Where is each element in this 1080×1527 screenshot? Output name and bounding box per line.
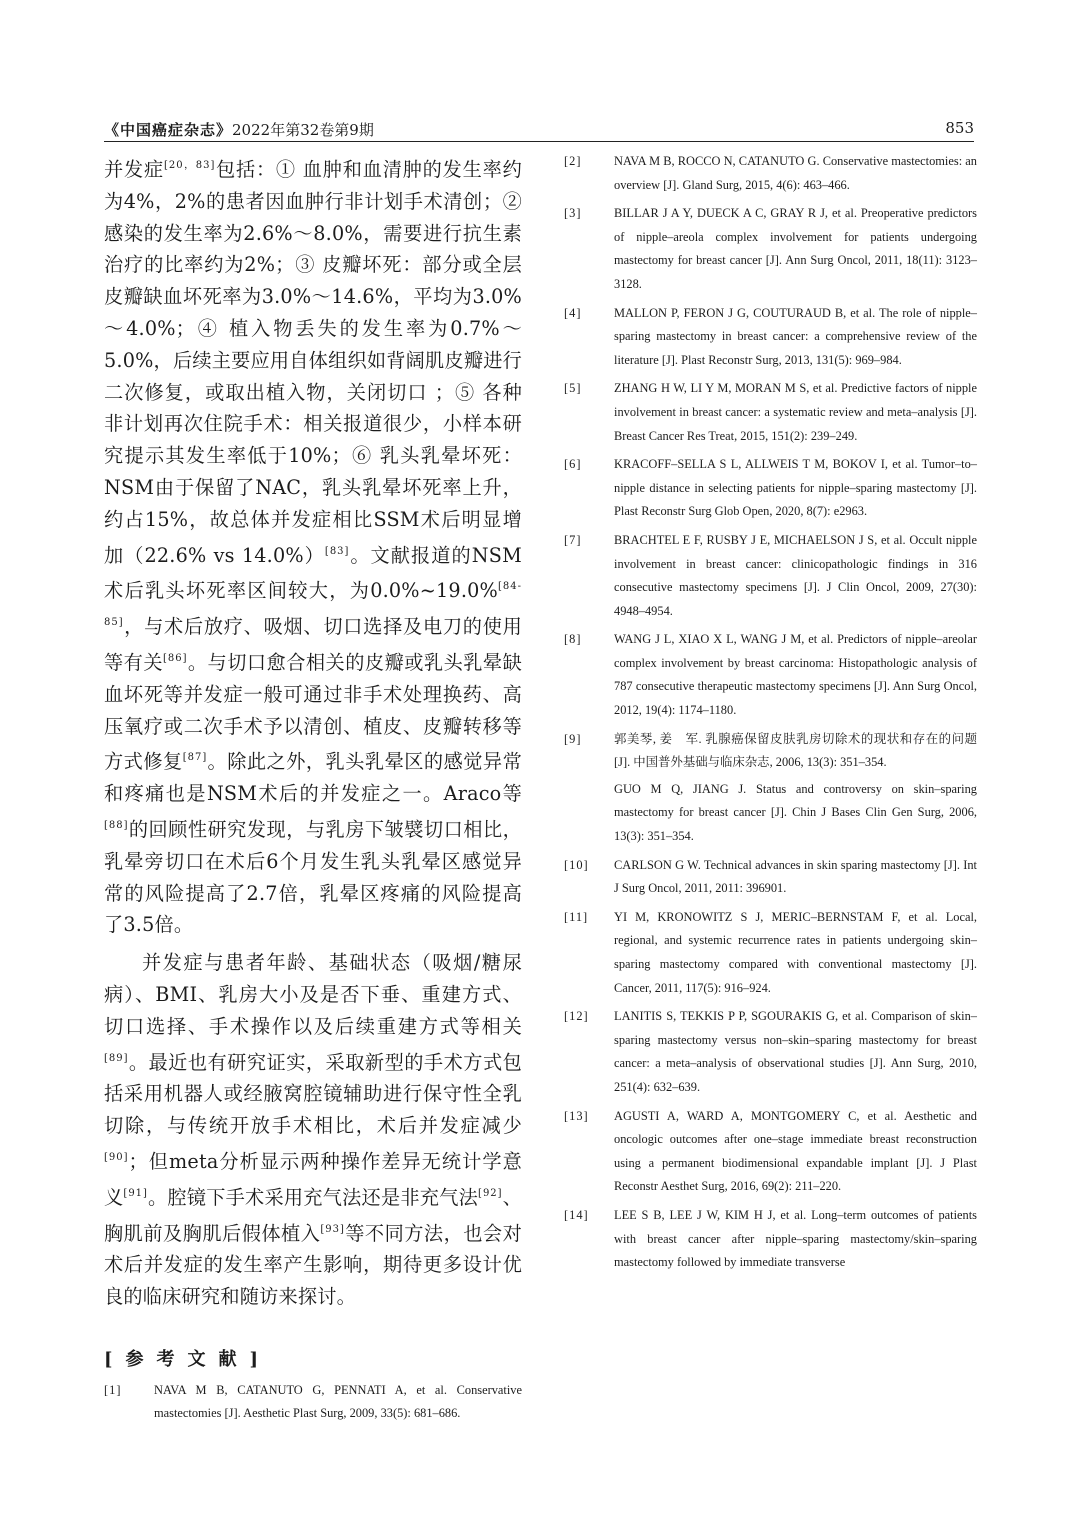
reference-text: NAVA M B, ROCCO N, CATANUTO G. Conservative mastectomies: an overview [J]. Gland Surg, 2015, 4(6): 463–466. <box>614 154 977 192</box>
reference-text: 郭美琴, 姜 军. 乳腺癌保留皮肤乳房切除术的现状和存在的问题 [J]. 中国普外基础与临床杂志, 2006, 13(3): 351–354. <box>614 731 977 770</box>
reference-number: [14] <box>564 1207 589 1222</box>
reference-item <box>564 377 977 448</box>
reference-item <box>564 529 977 623</box>
reference-number: [5] <box>564 381 582 396</box>
reference-item <box>564 1204 977 1275</box>
reference-item <box>564 453 977 524</box>
citation-marker: [83] <box>324 545 350 557</box>
journal-info <box>104 119 374 140</box>
reference-text: BILLAR J A Y, DUECK A C, GRAY R J, et al. Preoperative predictors of nipple–areola complex involvement for patients undergoing mastectomy for breast cancer [J]. Ann Surg Oncol, 2011, 18(11): 3123–3128. <box>614 206 977 291</box>
citation-marker: [93] <box>320 1223 345 1235</box>
body-text: 。最近也有研究证实，采取新型的手术方式包括采用机器人或经腋窝腔镜辅助进行保守性全乳切除，与传统开放手术相比，术后并发症减少 <box>104 1050 522 1138</box>
reference-item <box>564 150 977 197</box>
references-heading: [参考文献] <box>104 1348 272 1370</box>
body-text: 包括：① 血肿和血清肿的发生率约为4%，2%的患者因血肿行非计划手术清创；② 感染的发生率为2.6%～8.0%，需要进行抗生素治疗的比率约为2%；③ 皮瓣坏死：部分或全层皮瓣缺血坏死率为3.0%～14.6%，平均为3.0%～4.0%；④ 植入物丢失的发生率为0.7%～5.0%，后续主要应用自体组织如背阔肌皮瓣进行二次修复，或取出植入物，关闭切口 ；⑤ 各种非计划再次住院手术：相关报道很少，小样本研究提示其发生率低于10%；⑥ 乳头乳晕坏死：NSM由于保留了NAC，乳头乳晕坏死率上升，约占15%，故总体并发症相比SSM术后明显增加（22.6% vs 14.0%） <box>104 158 522 567</box>
citation-marker: [87] <box>182 752 208 764</box>
reference-text-block <box>614 728 977 849</box>
citation-marker: [20，83] <box>163 160 216 171</box>
body-text: ，与术后放疗、吸烟、切口选择及电刀的使用等有关 <box>104 615 522 674</box>
body-text: 。腔镜下手术采用充气法还是非充气法 <box>147 1185 479 1209</box>
reference-text: AGUSTI A, WARD A, MONTGOMERY C, et al. Aesthetic and oncologic outcomes after one–stage immediate breast reconstruction using a permanent biodimensional expandable implant [J]. J Plast Reconstr Aesthet Surg, 2016, 69(2): 211–220. <box>614 1108 977 1194</box>
reference-item <box>564 1105 977 1199</box>
body-text: 。除此之外，乳头乳晕区的感觉异常和疼痛也是NSM术后的并发症之一。Araco等 <box>104 750 522 806</box>
reference-number: [6] <box>564 457 582 472</box>
reference-item <box>564 728 977 849</box>
reference-number: [4] <box>564 305 582 320</box>
reference-number: [12] <box>564 1009 589 1024</box>
citation-marker: [90] <box>104 1151 129 1163</box>
citation-marker: [84-85] <box>104 581 522 629</box>
reference-text-block <box>614 906 977 1000</box>
reference-list-right <box>564 150 977 1280</box>
body-text: 。与切口愈合相关的皮瓣或乳头乳晕缺血坏死等并发症一般可通过非手术处理换药、高压氧疗或二次手术予以清创、植皮、皮瓣转移等方式修复 <box>104 650 522 774</box>
reference-text: LANITIS S, TEKKIS P P, SGOURAKIS G, et al. Comparison of skin–sparing mastectomy versus non–skin–sparing mastectomy for breast cancer: a meta–analysis of observational studies [J]. Ann Surg, 2010, 251(4): 632–639. <box>614 1009 977 1094</box>
reference-text-block <box>614 202 977 296</box>
citation-marker: [92] <box>478 1187 503 1199</box>
reference-item <box>564 854 977 901</box>
reference-text-block <box>614 628 977 722</box>
page-number: 853 <box>945 119 974 137</box>
reference-number: [11] <box>564 909 589 924</box>
citation-marker: [88] <box>104 819 129 831</box>
reference-item <box>104 1379 522 1426</box>
reference-text: YI M, KRONOWITZ S J, MERIC–BERNSTAM F, et al. Local, regional, and systemic recurrence rates in patients undergoing skin–sparing mastectomy compared with conventional mastectomy [J]. Cancer, 2011, 117(5): 916–924. <box>614 909 977 995</box>
citation-marker: [89] <box>104 1052 129 1064</box>
reference-item <box>564 202 977 296</box>
left-column <box>104 150 522 1426</box>
reference-item <box>564 1005 977 1099</box>
reference-list <box>104 1379 522 1426</box>
reference-text: BRACHTEL E F, RUSBY J E, MICHAELSON J S, et al. Occult nipple involvement in breast cancer: clinicopathologic findings in 316 consecutive mastectomy specimens [J]. J Clin Oncol, 2009, 27(30): 4948–4954. <box>614 532 977 618</box>
reference-item <box>564 628 977 722</box>
reference-number: [13] <box>564 1108 589 1123</box>
reference-number: [9] <box>564 731 582 746</box>
reference-number: [8] <box>564 632 582 647</box>
citation-marker: [86] <box>163 652 188 664</box>
reference-text-block <box>614 1005 977 1099</box>
body-paragraph <box>104 947 522 1313</box>
body-text: 的回顾性研究发现，与乳房下皱襞切口相比，乳晕旁切口在术后6个月发生乳头乳晕区感觉异常的风险提高了2.7倍，乳晕区疼痛的风险提高了3.5倍。 <box>104 817 522 937</box>
journal-issue: 2022年第32卷第9期 <box>232 121 374 139</box>
body-text: ；但meta分析显示两种操作差异无统计学意义 <box>104 1149 522 1209</box>
reference-text-english: GUO M Q, JIANG J. Status and controversy on skin–sparing mastectomy for breast cancer [J]. Chin J Bases Clin Gen Surg, 2006, 13(3): 351–354. <box>614 781 977 844</box>
body-text: 并发症与患者年龄、基础状态（吸烟/糖尿病）、BMI、乳房大小及是否下垂、重建方式、切口选择、手术操作以及后续重建方式等相关 <box>104 951 522 1038</box>
reference-text: KRACOFF–SELLA S L, ALLWEIS T M, BOKOV I, et al. Tumor–to–nipple distance in selecting patients for nipple–sparing mastectomy [J]. Plast Reconstr Surg Glob Open, 2020, 8(7): e2963. <box>614 457 977 519</box>
reference-text: ZHANG H W, LI Y M, MORAN M S, et al. Predictive factors of nipple involvement in breast cancer: a systematic review and meta–analysis [J]. Breast Cancer Res Treat, 2015, 151(2): 239–249. <box>614 381 977 443</box>
header-rule <box>104 141 974 142</box>
reference-item <box>564 906 977 1000</box>
reference-number: [10] <box>564 857 589 872</box>
body-text: 、胸肌前及胸肌后假体植入 <box>104 1185 522 1245</box>
reference-text: WANG J L, XIAO X L, WANG J M, et al. Predictors of nipple–areolar complex involvement by breast carcinoma: Histopathologic analysis of 787 consecutive therapeutic mastectomy specimens [J]. Ann Surg Oncol, 2012, 19(4): 1174–1180. <box>614 632 977 718</box>
citation-marker: [91] <box>123 1187 148 1199</box>
reference-text-block <box>614 1204 977 1275</box>
reference-number: [7] <box>564 532 582 547</box>
reference-text-block <box>614 854 977 901</box>
reference-text-block <box>154 1379 522 1426</box>
reference-text-block <box>614 150 977 197</box>
reference-text-block <box>614 302 977 373</box>
reference-text-block <box>614 453 977 524</box>
reference-text-block <box>614 377 977 448</box>
reference-text: MALLON P, FERON J G, COUTURAUD B, et al. The role of nipple–sparing mastectomy in breast cancer: a comprehensive review of the literature [J]. Plast Reconstr Surg, 2013, 131(5): 969–984. <box>614 305 977 367</box>
reference-number: [2] <box>564 154 582 168</box>
journal-name: 《中国癌症杂志》 <box>104 121 233 139</box>
reference-item <box>564 302 977 373</box>
reference-text-block <box>614 529 977 623</box>
reference-text: NAVA M B, CATANUTO G, PENNATI A, et al. Conservative mastectomies [J]. Aesthetic Plast Surg, 2009, 33(5): 681–686. <box>154 1382 522 1421</box>
body-text: 并发症 <box>104 158 164 181</box>
reference-text-block <box>614 1105 977 1199</box>
reference-number: [3] <box>564 206 582 221</box>
body-text: 。文献报道的NSM术后乳头坏死率区间较大，为0.0%~19.0% <box>104 543 522 603</box>
page-header <box>104 116 974 142</box>
reference-text: LEE S B, LEE J W, KIM H J, et al. Long–term outcomes of patients with breast cancer after nipple–sparing mastectomy/skin–sparing mastectomy followed by immediate transverse <box>614 1207 977 1270</box>
reference-number: [1] <box>104 1382 122 1397</box>
body-paragraph <box>104 150 522 941</box>
body-text: 等不同方法，也会对术后并发症的发生率产生影响，期待更多设计优良的临床研究和随访来探讨。 <box>104 1221 522 1309</box>
reference-text: CARLSON G W. Technical advances in skin sparing mastectomy [J]. Int J Surg Oncol, 2011, 2011: 396901. <box>614 857 977 896</box>
